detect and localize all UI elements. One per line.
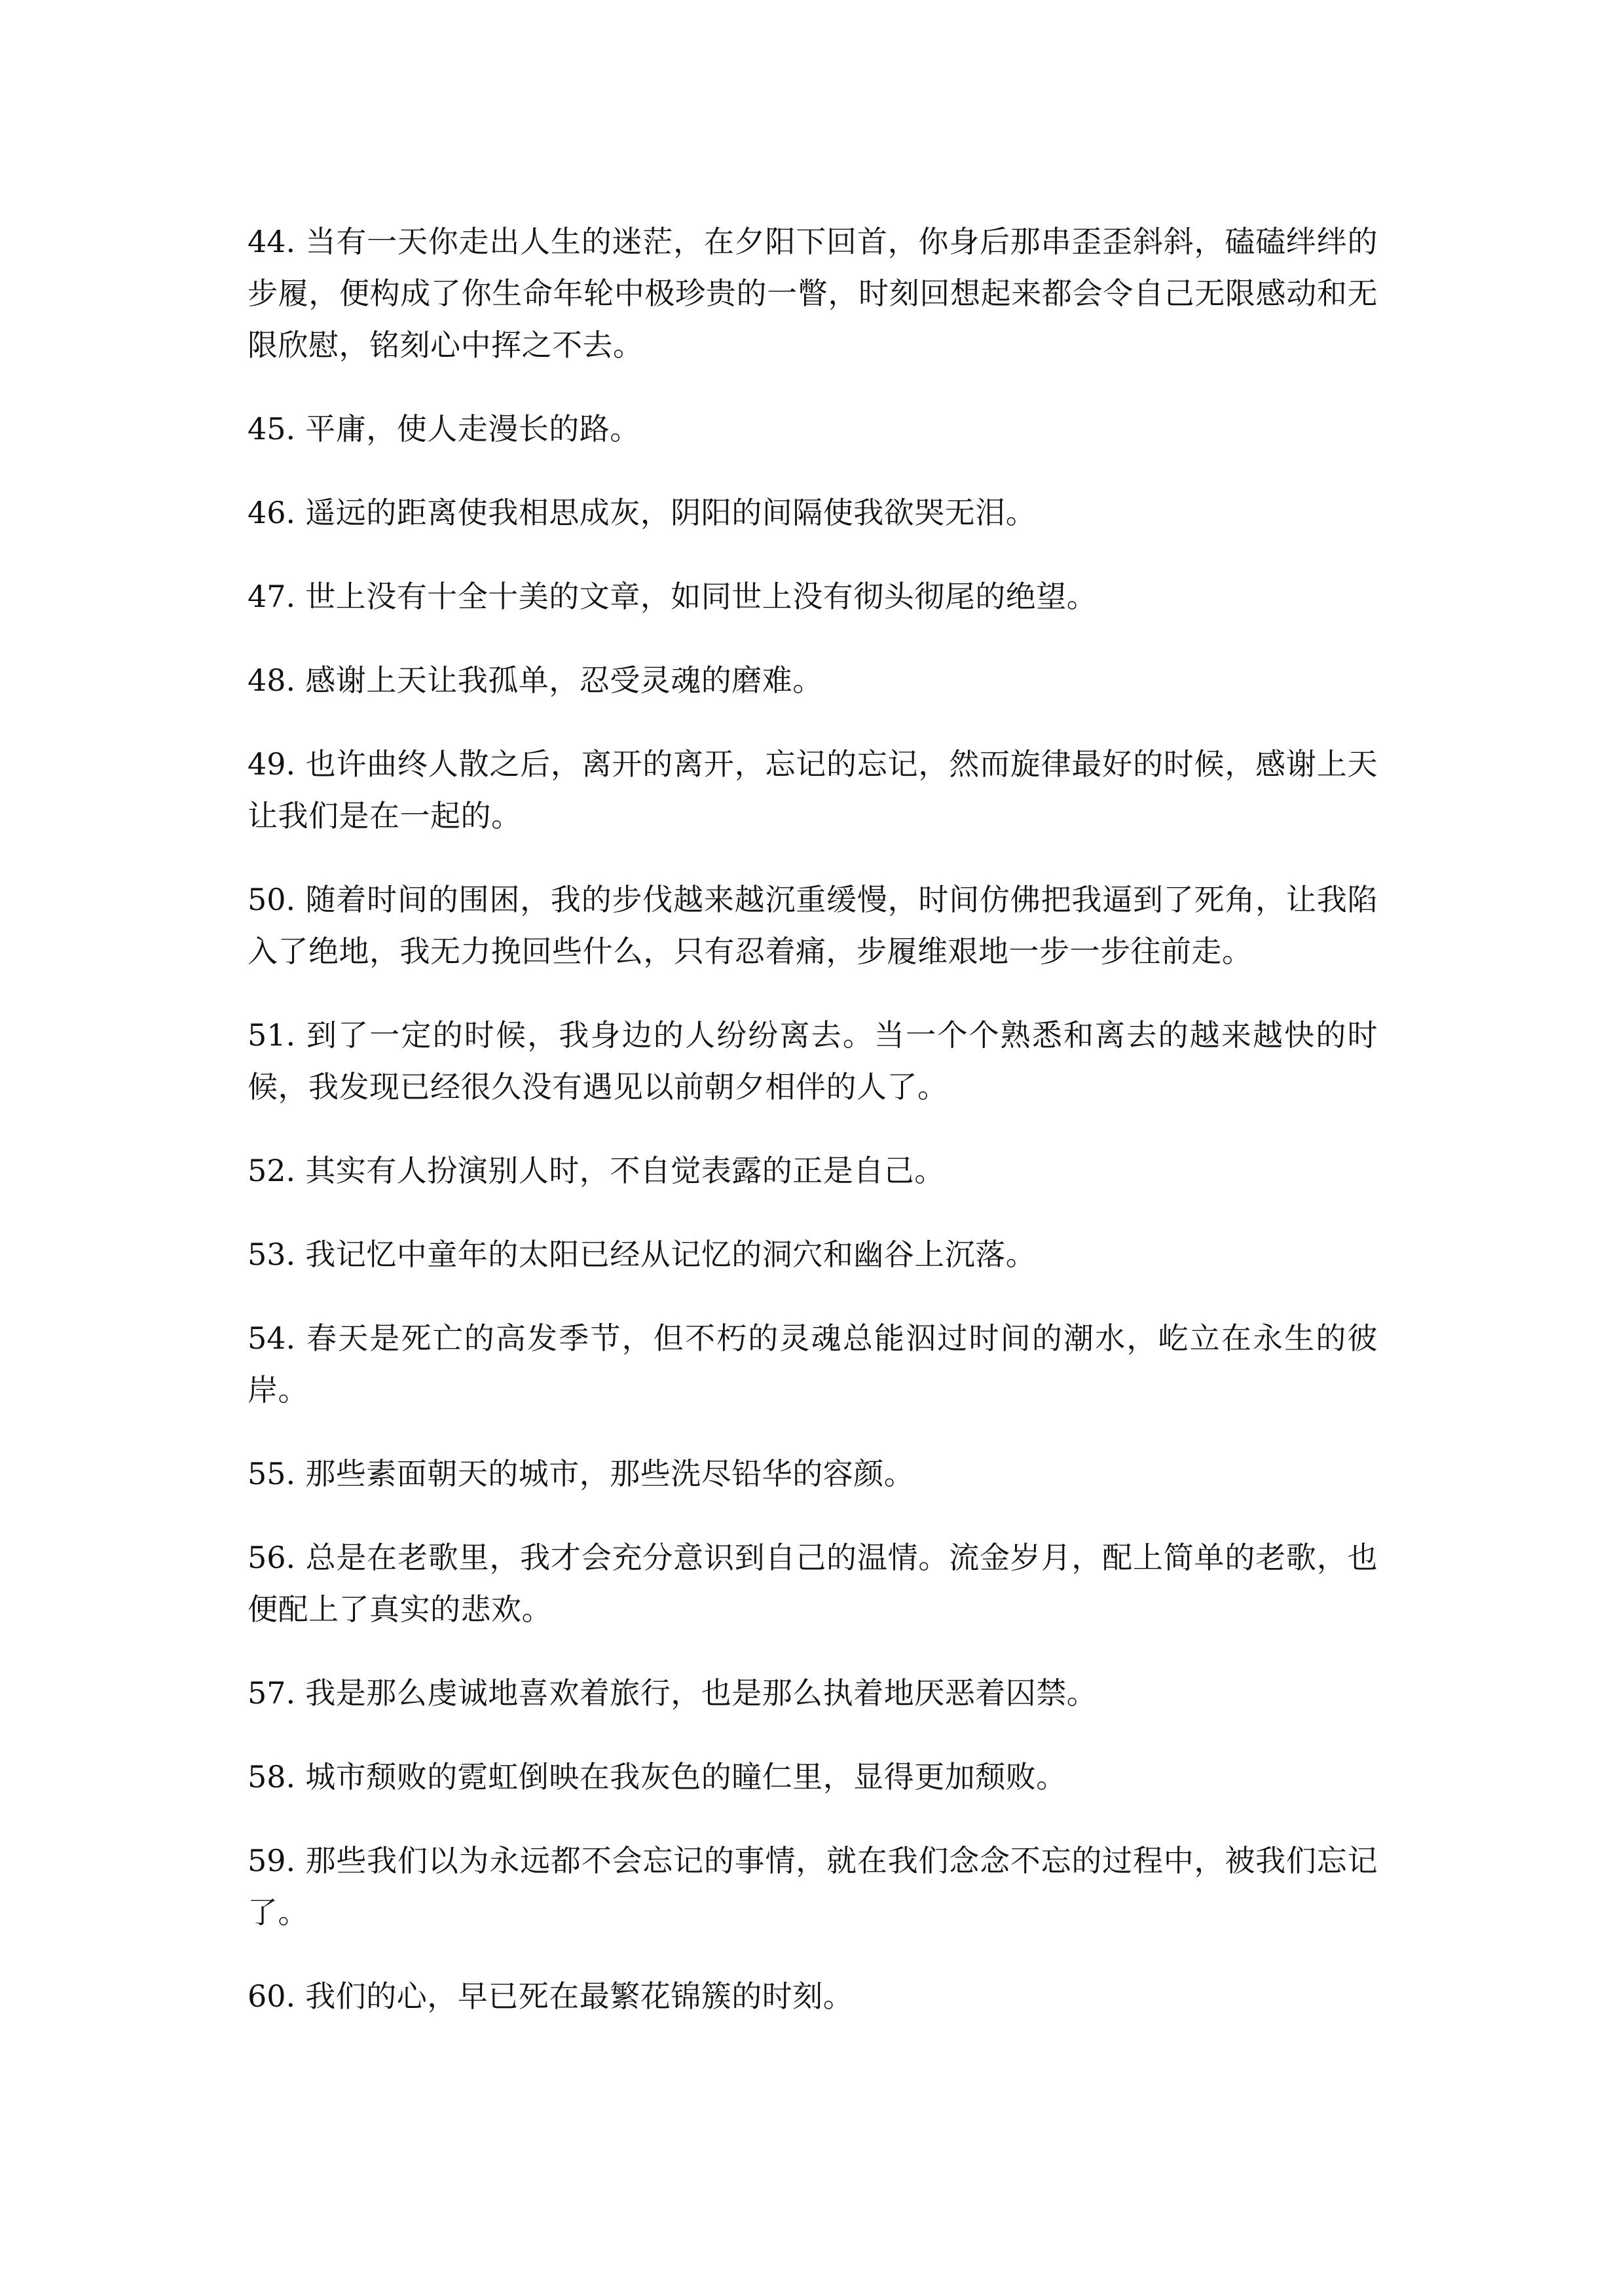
list-item: [248, 1532, 1378, 1635]
list-item-text: 随着时间的围困，我的步伐越来越沉重缓慢，时间仿佛把我逼到了死角，让我陷入了绝地，我无力挽回些什么，只有忍着痛，步履维艰地一步一步往前走。: [248, 882, 1378, 969]
list-item: [248, 1971, 1378, 2022]
list-item-text: 世上没有十全十美的文章，如同世上没有彻头彻尾的绝望。: [305, 579, 1098, 614]
list-item: [248, 571, 1378, 623]
list-item-number: 57.: [248, 1675, 296, 1711]
list-item: [248, 1448, 1378, 1500]
list-item: [248, 655, 1378, 706]
list-item: [248, 874, 1378, 977]
list-item: [248, 1145, 1378, 1197]
list-item-number: 52.: [248, 1153, 296, 1188]
list-item: [248, 487, 1378, 539]
list-item: [248, 216, 1378, 371]
list-item-number: 49.: [248, 746, 296, 782]
list-item-text: 总是在老歌里，我才会充分意识到自己的温情。流金岁月，配上简单的老歌，也便配上了真实的悲欢。: [248, 1540, 1378, 1627]
list-item-text: 也许曲终人散之后，离开的离开，忘记的忘记，然而旋律最好的时候，感谢上天让我们是在一起的。: [248, 746, 1378, 833]
list-item-text: 那些我们以为永远都不会忘记的事情，就在我们念念不忘的过程中，被我们忘记了。: [248, 1843, 1378, 1930]
list-item: [248, 1010, 1378, 1113]
list-item-number: 54.: [248, 1321, 296, 1356]
list-item-number: 55.: [248, 1456, 296, 1491]
list-item: [248, 1313, 1378, 1416]
list-item-number: 59.: [248, 1843, 296, 1878]
list-item: [248, 1667, 1378, 1719]
list-item-number: 50.: [248, 882, 296, 917]
list-item-number: 47.: [248, 579, 296, 614]
list-item: [248, 403, 1378, 455]
list-item-number: 53.: [248, 1237, 296, 1272]
list-item-number: 46.: [248, 495, 296, 530]
list-item-number: 56.: [248, 1540, 296, 1575]
list-item-number: 44.: [248, 224, 296, 259]
list-item-text: 遥远的距离使我相思成灰，阴阳的间隔使我欲哭无泪。: [305, 495, 1037, 530]
list-item: [248, 738, 1378, 842]
list-item-number: 51.: [248, 1017, 296, 1053]
list-item-text: 感谢上天让我孤单，忍受灵魂的磨难。: [305, 663, 823, 698]
quotation-list: [248, 216, 1378, 2022]
list-item-number: 60.: [248, 1978, 296, 2014]
list-item: [248, 1229, 1378, 1281]
list-item-text: 我记忆中童年的太阳已经从记忆的洞穴和幽谷上沉落。: [305, 1237, 1037, 1272]
list-item-number: 48.: [248, 663, 296, 698]
list-item-text: 我是那么虔诚地喜欢着旅行，也是那么执着地厌恶着囚禁。: [305, 1675, 1098, 1711]
list-item-text: 那些素面朝天的城市，那些洗尽铅华的容颜。: [305, 1456, 915, 1491]
list-item-text: 城市颓败的霓虹倒映在我灰色的瞳仁里，显得更加颓败。: [305, 1759, 1067, 1795]
list-item-number: 45.: [248, 411, 296, 446]
list-item-text: 春天是死亡的高发季节，但不朽的灵魂总能泅过时间的潮水，屹立在永生的彼岸。: [248, 1321, 1378, 1408]
list-item: [248, 1751, 1378, 1803]
list-item-text: 平庸，使人走漫长的路。: [305, 411, 640, 446]
list-item-number: 58.: [248, 1759, 296, 1795]
list-item-text: 当有一天你走出人生的迷茫，在夕阳下回首，你身后那串歪歪斜斜，磕磕绊绊的步履，便构成了你生命年轮中极珍贵的一瞥，时刻回想起来都会令自己无限感动和无限欣慰，铭刻心中挥之不去。: [248, 224, 1378, 363]
list-item-text: 其实有人扮演别人时，不自觉表露的正是自己。: [305, 1153, 945, 1188]
list-item: [248, 1835, 1378, 1939]
list-item-text: 到了一定的时候，我身边的人纷纷离去。当一个个熟悉和离去的越来越快的时候，我发现已经很久没有遇见以前朝夕相伴的人了。: [248, 1017, 1378, 1104]
list-item-text: 我们的心，早已死在最繁花锦簇的时刻。: [305, 1978, 854, 2014]
